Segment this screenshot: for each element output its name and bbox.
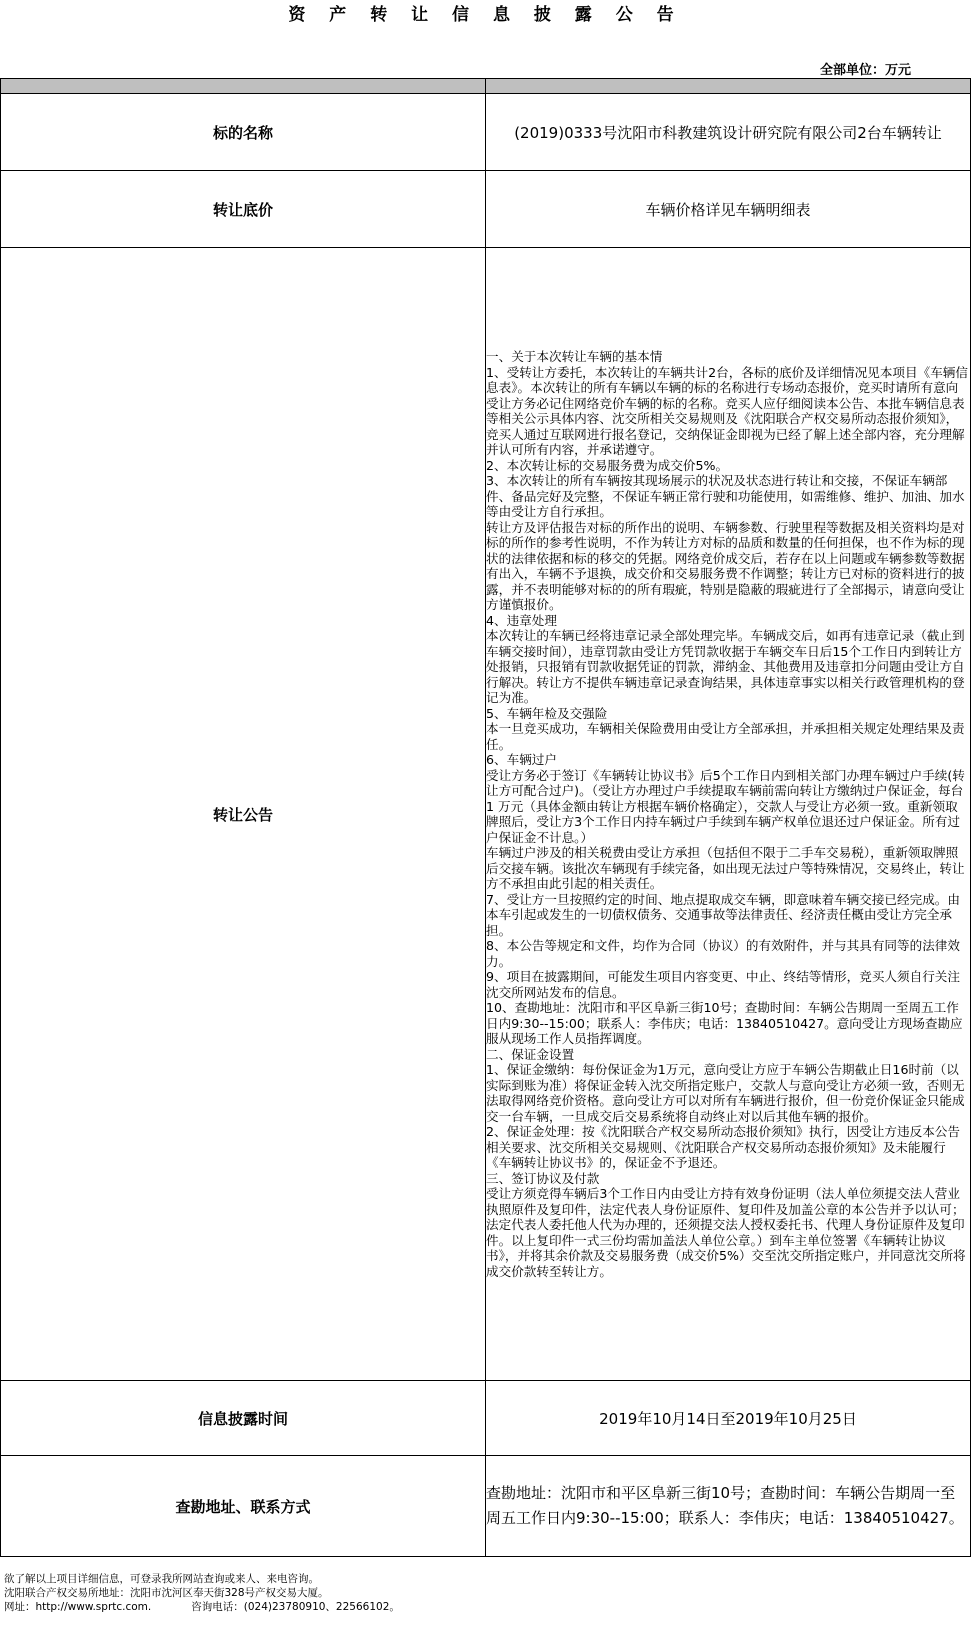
ann-paragraph: 受让方务必于签订《车辆转让协议书》后5个工作日内到相关部门办理车辆过户手续(转让方可配合过户)。（受让方办理过户手续提取车辆前需向转让方缴纳过户保证金，每台 1 万元（具体金额由转让方根据车辆价格确定），交款人与受让方必须一致。重新领取牌照后，受让方3个工作日内持车辆过户手续到车辆产权单位退还过户保证金。所有过户保证金不计息。） <box>486 767 965 845</box>
page-title: 资 产 转 让 信 息 披 露 公 告 <box>288 5 683 25</box>
table-header-band <box>1 79 971 94</box>
ann-paragraph: 1、受转让方委托，本次转让的车辆共计2台，各标的底价及详细情况见本项目《车辆信息表》。本次转让的所有车辆以车辆的标的名称进行专场动态报价，竞买时请所有意向受让方务必记住网络竞价车辆的标的名称。竞买人应仔细阅读本公告、本批车辆信息表等相关公示具体内容、沈交所相关交易规则及《沈阳联合产权交易所动态报价须知》，竞买人通过互联网进行报名登记，交纳保证金即视为已经了解上述全部内容，充分理解并认可所有内容，并承诺遵守。 <box>486 364 968 457</box>
ann-paragraph: 本次转让的车辆已经将违章记录全部处理完毕。车辆成交后，如再有违章记录（截止到车辆交接时间），违章罚款由受让方凭罚款收据于车辆交车日后15个工作日内到转让方处报销，只报销有罚款收据凭证的罚款，滞纳金、其他费用及违章扣分问题由受让方自行解决。转让方不提供车辆违章记录查询结果，具体违章事实以相关行政管理机构的登记为准。 <box>486 628 965 705</box>
ann-paragraph: 转让方及评估报告对标的所作出的说明、车辆参数、行驶里程等数据及相关资料均是对标的所作的参考性说明，不作为转让方对标的品质和数量的任何担保，也不作为标的现状的法律依据和标的移交的凭据。网络竞价成交后，若存在以上问题或车辆参数等数据有出入，车辆不予退换，成交价和交易服务费不作调整；转让方已对标的资料进行的披露，并不表明能够对标的的所有瑕疵，特别是隐蔽的瑕疵进行了全部揭示，请意向受让方谨慎报价。 <box>486 519 965 612</box>
ann-paragraph: 车辆过户涉及的相关税费由受让方承担（包括但不限于二手车交易税），重新领取牌照后交接车辆。该批次车辆现有手续完备，如出现无法过户等特殊情况，交易终止，转让方不承担由此引起的相关责任。 <box>486 845 965 891</box>
announcement-label: 转让公告 <box>1 248 486 1381</box>
table-row <box>1 171 971 248</box>
reserve-price-label: 转让底价 <box>1 171 486 248</box>
ann-paragraph: 6、车辆过户 <box>486 752 557 767</box>
ann-paragraph: 本一旦竞买成功，车辆相关保险费用由受让方全部承担，并承担相关规定处理结果及责任。 <box>486 721 965 752</box>
footer-website: 网址：http://www.sprtc.com. <box>4 1601 152 1613</box>
announcement-body <box>486 248 971 1381</box>
footer-line-contact <box>4 1600 400 1614</box>
unit-note: 全部单位：万元 <box>819 63 911 78</box>
header-cell-left <box>1 79 486 94</box>
table-row <box>1 94 971 171</box>
ann-paragraph: 1、保证金缴纳：每份保证金为1万元，意向受让方应于车辆公告期截止日16时前（以实际到账为准）将保证金转入沈交所指定账户，交款人与意向受让方必须一致，否则无法取得网络竞价资格。意向受让方可以对所有车辆进行报价，但一份竞价保证金只能成交一台车辆，一旦成交后交易系统将自动终止对以后其他车辆的报价。 <box>486 1062 965 1124</box>
ann-paragraph: 2、本次转让标的交易服务费为成交价5%。 <box>486 457 729 473</box>
disclosure-table <box>0 78 971 1557</box>
table-row <box>1 248 971 1381</box>
footer-line-address: 沈阳联合产权交易所地址：沈阳市沈河区奉天街328号产权交易大厦。 <box>4 1587 329 1599</box>
footer-phone: 咨询电话：(024)23780910、22566102。 <box>191 1601 400 1613</box>
contact-label: 查勘地址、联系方式 <box>1 1456 486 1557</box>
ann-paragraph: 7、受让方一旦按照约定的时间、地点提取成交车辆，即意味着车辆交接已经完成。由本车引起或发生的一切债权债务、交通事故等法律责任、经济责任概由受让方完全承担。 <box>486 891 960 938</box>
header-cell-right <box>486 79 971 94</box>
ann-paragraph: 三、签订协议及付款 <box>486 1170 600 1186</box>
ann-paragraph: 一、关于本次转让车辆的基本情 <box>486 349 663 364</box>
disclosure-period-label: 信息披露时间 <box>1 1381 486 1456</box>
ann-paragraph: 2、保证金处理：按《沈阳联合产权交易所动态报价须知》执行，因受让方违反本公告相关要求、沈交所相关交易规则、《沈阳联合产权交易所动态报价须知》及未能履行《车辆转让协议书》的，保证金不予退还。 <box>486 1124 960 1170</box>
ann-paragraph: 10、查勘地址：沈阳市和平区阜新三街10号；查勘时间：车辆公告期周一至周五工作日内9:30--15:00；联系人：李伟庆；电话：13840510427。意向受让方现场查勘应服从现场工作人员指挥调度。 <box>486 1000 963 1046</box>
ann-paragraph: 4、违章处理 <box>486 612 557 628</box>
ann-paragraph: 3、本次转让的所有车辆按其现场展示的状况及状态进行转让和交接，不保证车辆部件、备品完好及完整，不保证车辆正常行驶和功能使用，如需维修、维护、加油、加水等由受让方自行承担。 <box>486 473 965 519</box>
footer-line-info: 欲了解以上项目详细信息，可登录我所网站查询或来人、来电咨询。 <box>4 1573 319 1585</box>
footer-notes <box>4 1572 400 1614</box>
table-row <box>1 1456 971 1557</box>
reserve-price-value: 车辆价格详见车辆明细表 <box>486 171 971 248</box>
subject-name-value: (2019)0333号沈阳市科教建筑设计研究院有限公司2台车辆转让 <box>486 94 971 171</box>
subject-name-label: 标的名称 <box>1 94 486 171</box>
contact-value: 查勘地址：沈阳市和平区阜新三街10号；查勘时间：车辆公告期周一至周五工作日内9:30--15:00；联系人：李伟庆；电话：13840510427。 <box>486 1456 971 1557</box>
ann-paragraph: 受让方须竞得车辆后3个工作日内由受让方持有效身份证明（法人单位须提交法人营业执照原件及复印件，法定代表人身份证原件、复印件及加盖公章的本公告并予以认可；法定代表人委托他人代为办理的，还须提交法人授权委托书、代理人身份证原件及复印件。以上复印件一式三份均需加盖法人单位公章。）到车主单位签署《车辆转让协议书》，并将其余价款及交易服务费（成交价5%）交至沈交所指定账户，并同意沈交所将成交价款转至转让方。 <box>486 1186 966 1279</box>
ann-paragraph: 5、车辆年检及交强险 <box>486 705 608 721</box>
table-row <box>1 1381 971 1456</box>
ann-paragraph: 8、本公告等规定和文件，均作为合同（协议）的有效附件，并与其具有同等的法律效力。 <box>486 938 960 969</box>
ann-paragraph: 9、项目在披露期间，可能发生项目内容变更、中止、终结等情形，竞买人须自行关注沈交所网站发布的信息。 <box>486 969 960 1000</box>
ann-paragraph: 二、保证金设置 <box>486 1046 575 1062</box>
disclosure-period-value: 2019年10月14日至2019年10月25日 <box>486 1381 971 1456</box>
